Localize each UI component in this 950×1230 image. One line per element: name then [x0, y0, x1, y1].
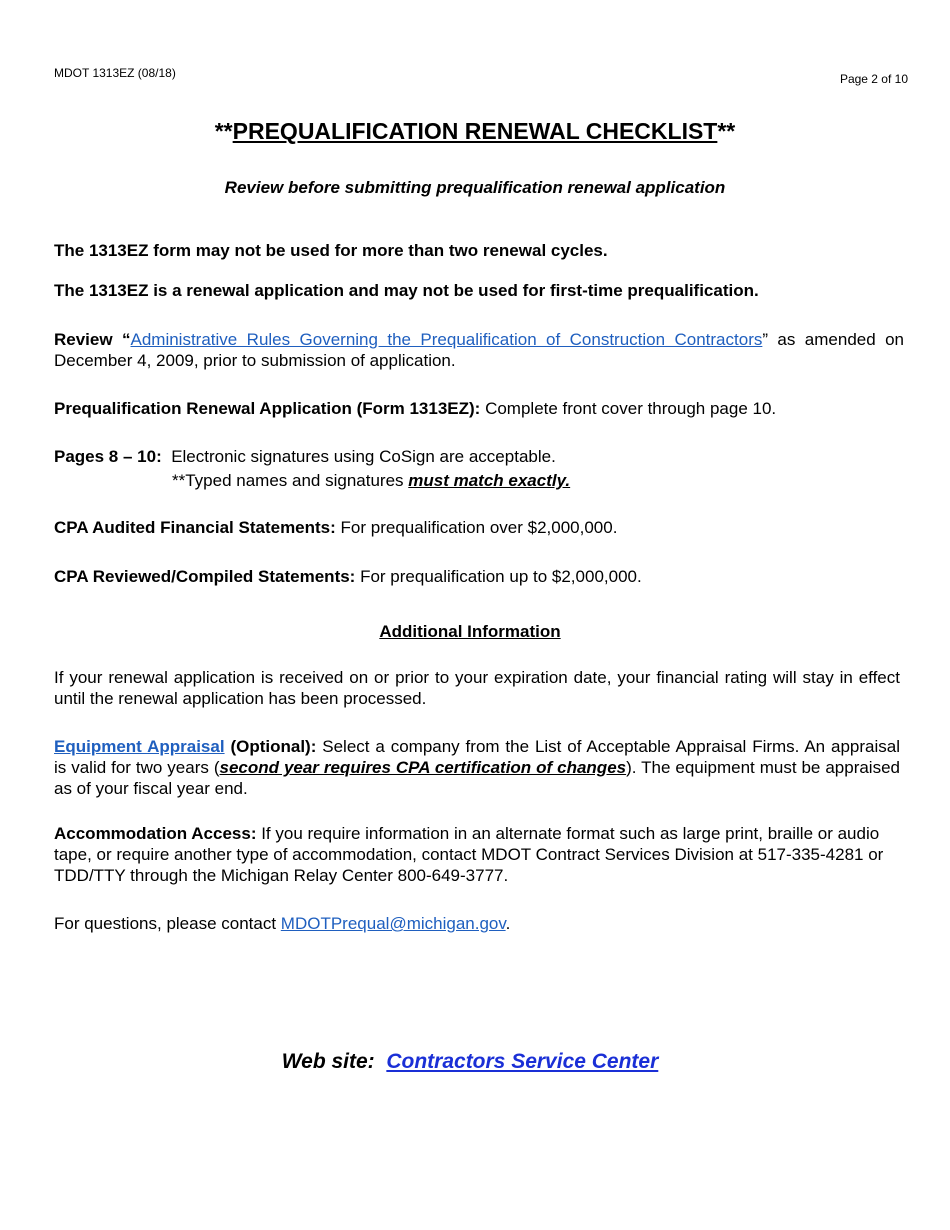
equipment-emph: second year requires CPA certification of changes: [219, 758, 627, 777]
pages-paragraph: [54, 446, 904, 491]
signature-note-prefix: **Typed names and signatures: [172, 471, 409, 490]
accommodation-paragraph: [54, 823, 900, 886]
website-line: [0, 1050, 940, 1074]
page-number: Page 2 of 10: [839, 72, 908, 86]
cpa-reviewed-paragraph: [54, 566, 904, 587]
email-link[interactable]: MDOTPrequal@michigan.gov: [280, 914, 506, 933]
cpa-audited-text: For prequalification over $2,000,000.: [335, 518, 618, 537]
pages-text: Electronic signatures using CoSign are acceptable.: [161, 447, 556, 466]
review-paragraph: [54, 329, 904, 371]
page-subtitle: Review before submitting prequalification renewal application: [224, 178, 726, 197]
questions-text: For questions, please contact: [54, 914, 281, 933]
equipment-appraisal-link[interactable]: Equipment Appraisal: [54, 737, 225, 756]
questions-paragraph: [54, 913, 904, 934]
cpa-audited-label: CPA Audited Financial Statements:: [54, 518, 336, 537]
title-suffix: **: [717, 118, 736, 144]
review-rest: ” as amended on December 4, 2009, prior to submission of application.: [54, 330, 904, 370]
application-paragraph: [54, 398, 904, 419]
questions-end: .: [505, 914, 511, 933]
page-title: [0, 118, 950, 145]
rule-two-cycles: The 1313EZ form may not be used for more than two renewal cycles.: [54, 241, 608, 260]
administrative-rules-link[interactable]: Administrative Rules Governing the Prequalification of Construction Contractors: [130, 330, 763, 349]
pages-label: Pages 8 – 10:: [54, 447, 162, 466]
cpa-reviewed-text: For prequalification up to $2,000,000.: [355, 567, 642, 586]
accommodation-text: If you require information in an alternate format such as large print, braille or audio tape, or require another type of accommodation, contact MDOT Contract Services Division at 517-335-4281 or TDD/TTY through the Michigan Relay Center 800-649-3777.: [54, 824, 884, 885]
title-prefix: **: [214, 118, 233, 144]
additional-information-heading: Additional Information: [379, 622, 561, 641]
equipment-paragraph: [54, 736, 900, 799]
application-text: Complete front cover through page 10.: [480, 399, 777, 418]
signature-note: [54, 470, 904, 491]
accommodation-label: Accommodation Access:: [54, 824, 257, 843]
review-label: Review “: [54, 330, 131, 349]
cpa-audited-paragraph: [54, 517, 904, 538]
signature-note-emph: must match exactly.: [408, 471, 571, 490]
rule-renewal-only: The 1313EZ is a renewal application and may not be used for first-time prequalification.: [54, 281, 759, 300]
equipment-text-2: ). The equipment must be appraised as of your fiscal year end.: [54, 758, 900, 798]
form-id: MDOT 1313EZ (08/18): [54, 66, 176, 80]
renewal-paragraph: If your renewal application is received on or prior to your expiration date, your financial rating will stay in effect until the renewal application has been processed.: [54, 668, 900, 708]
cpa-reviewed-label: CPA Reviewed/Compiled Statements:: [54, 567, 356, 586]
equipment-label: (Optional):: [224, 737, 317, 756]
application-label: Prequalification Renewal Application (Form 1313EZ):: [54, 399, 481, 418]
equipment-text-1: Select a company from the List of Acceptable Appraisal Firms. An appraisal is valid for two years (: [54, 737, 900, 777]
contractors-service-center-link[interactable]: Contractors Service Center: [386, 1050, 659, 1073]
title-text: PREQUALIFICATION RENEWAL CHECKLIST: [232, 118, 718, 144]
pages-line: [54, 446, 904, 467]
website-label: Web site:: [281, 1050, 387, 1073]
